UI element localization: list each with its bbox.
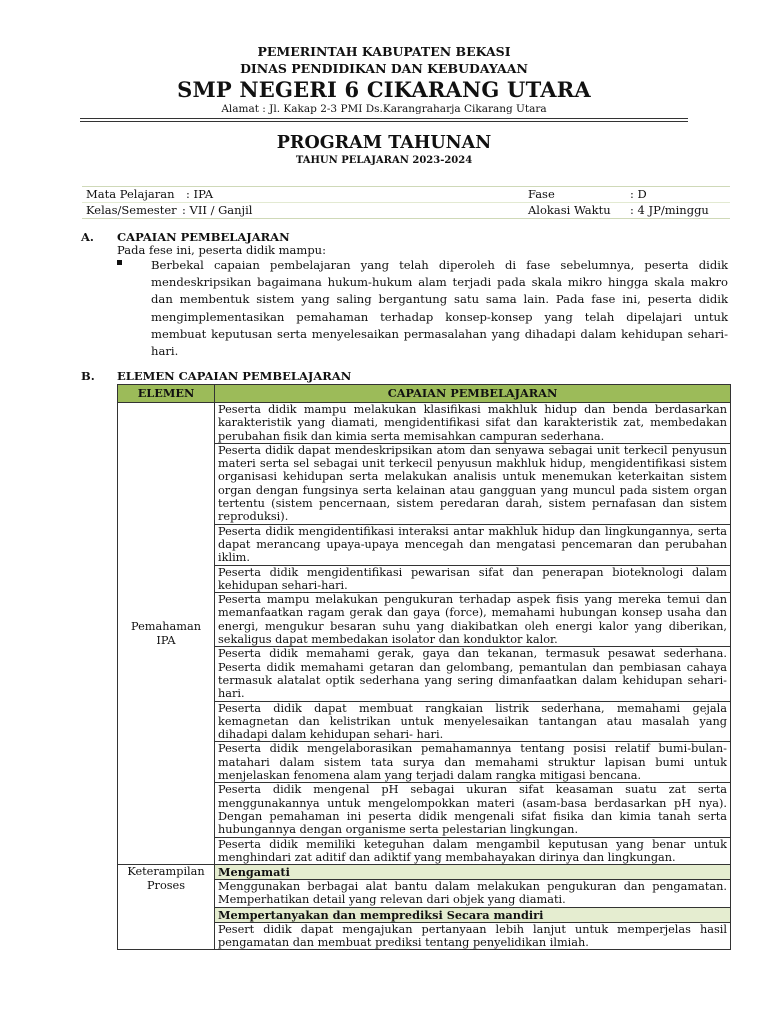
- learning-outcomes-table: [117, 384, 731, 950]
- section-a-intro: Pada fese ini, peserta didik mampu:: [117, 243, 326, 257]
- outcome-cell: Peserta didik mengidentifikasi interaksi antar makhluk hidup dan lingkungannya, serta dapat merancang upaya-upaya mencegah dan mengatasi pencemaran dan perubahan iklim.: [215, 524, 731, 565]
- element-cell: Pemahaman IPA: [118, 403, 215, 865]
- subject-value: : IPA: [186, 187, 214, 201]
- section-b-heading: ELEMEN CAPAIAN PEMBELAJARAN: [117, 369, 352, 383]
- header-school-name: SMP NEGERI 6 CIKARANG UTARA: [177, 77, 591, 102]
- header-divider: [80, 118, 688, 119]
- table-row: [118, 403, 731, 444]
- identity-row: [82, 187, 730, 202]
- element-cell: Keterampilan Proses: [118, 865, 215, 950]
- outcome-cell: Peserta didik mengelaborasikan pemahamannya tentang posisi relatif bumi-bulan-matahari dalam sistem tata surya dan memahami struktur lapisan bumi untuk menjelaskan fenomena alam yang terjadi dalam rangka mitigasi bencana.: [215, 742, 731, 783]
- identity-table: [82, 186, 730, 219]
- subheading-cell: Mengamati: [215, 865, 731, 880]
- table-row: [118, 865, 731, 880]
- outcome-cell: Peserta didik dapat membuat rangkaian listrik sederhana, memahami gejala kemagnetan dan kelistrikan untuk menyelesaikan tantangan atau masalah yang dihadapi dalam kehidupan sehari- hari.: [215, 701, 731, 742]
- column-header-outcome: CAPAIAN PEMBELAJARAN: [215, 385, 731, 403]
- outcome-cell: Peserta didik mengidentifikasi pewarisan sifat dan penerapan bioteknologi dalam kehidupan sehari-hari.: [215, 565, 731, 593]
- section-a-bullet-text: Berbekal capaian pembelajaran yang telah diperoleh di fase sebelumnya, peserta didik mendeskripsikan bagaimana hukum-hukum alam terjadi pada skala mikro hingga skala makro dan membentuk sistem yang saling bergantung satu sama lain. Pada fase ini, peserta didik mengimplementasikan pemahaman terhadap konsep-konsep yang telah dipelajari untuk membuat keputusan serta menyelesaikan permasalahan yang dihadapi dalam kehidupan sehari-hari.: [151, 258, 728, 359]
- section-a-letter: A.: [81, 230, 94, 244]
- class-value: : VII / Ganjil: [182, 203, 253, 217]
- phase-label: Fase: [528, 187, 555, 201]
- subheading-cell: Mempertanyakan dan memprediksi Secara mandiri: [215, 907, 731, 922]
- page-subtitle: TAHUN PELAJARAN 2023-2024: [295, 155, 473, 166]
- outcome-cell: Menggunakan berbagai alat bantu dalam melakukan pengukuran dan pengamatan. Memperhatikan detail yang relevan dari objek yang diamati.: [215, 880, 731, 908]
- header-divider-thin: [80, 121, 688, 122]
- subject-label: Mata Pelajaran: [86, 187, 175, 201]
- phase-value: : D: [630, 187, 647, 201]
- header-government: PEMERINTAH KABUPATEN BEKASI: [257, 44, 511, 59]
- outcome-cell: Peserta mampu melakukan pengukuran terhadap aspek fisis yang mereka temui dan memanfaatkan ragam gerak dan gaya (force), memahami hubungan konsep usaha dan energi, mengukur besaran suhu yang diakibatkan oleh energi kalor yang diberikan, sekaligus dapat membedakan isolator dan konduktor kalor.: [215, 593, 731, 647]
- outcome-cell: Peserta didik memahami gerak, gaya dan tekanan, termasuk pesawat sederhana. Peserta didik memahami getaran dan gelombang, pemantulan dan pembiasan cahaya termasuk alatalat optik sederhana yang sering dimanfaatkan dalam kehidupan sehari-hari.: [215, 647, 731, 701]
- outcome-cell: Peserta didik memiliki keteguhan dalam mengambil keputusan yang benar untuk menghindari zat aditif dan adiktif yang membahayakan dirinya dan lingkungan.: [215, 837, 731, 865]
- page-title: PROGRAM TAHUNAN: [276, 133, 492, 153]
- bullet-square-icon: [117, 260, 122, 265]
- time-value: : 4 JP/minggu: [630, 203, 709, 217]
- section-b-letter: B.: [81, 369, 95, 383]
- header-department: DINAS PENDIDIKAN DAN KEBUDAYAAN: [240, 61, 528, 76]
- column-header-element: ELEMEN: [118, 385, 215, 403]
- class-label: Kelas/Semester: [86, 203, 177, 217]
- outcome-cell: Peserta didik mampu melakukan klasifikasi makhluk hidup dan benda berdasarkan karakteristik yang diamati, mengidentifikasi sifat dan karakteristik zat, membedakan perubahan fisik dan kimia serta memisahkan campuran sederhana.: [215, 403, 731, 444]
- section-a-heading: CAPAIAN PEMBELAJARAN: [117, 230, 290, 244]
- table-header-row: [118, 385, 731, 403]
- outcome-cell: Pesert didik dapat mengajukan pertanyaan lebih lanjut untuk memperjelas hasil pengamatan dan membuat prediksi tentang penyelidikan ilmiah.: [215, 922, 731, 950]
- time-label: Alokasi Waktu: [528, 203, 611, 217]
- outcome-cell: Peserta didik dapat mendeskripsikan atom dan senyawa sebagai unit terkecil penyusun materi serta sel sebagai unit terkecil penyusun makhluk hidup, mengidentifikasi sistem organisasi kehidupan serta melakukan analisis untuk menemukan keterkaitan sistem organ dengan fungsinya serta kelainan atau gangguan yang muncul pada sistem organ tertentu (sistem pencernaan, sistem peredaran darah, sistem pernafasan dan sistem reproduksi).: [215, 443, 731, 524]
- identity-row: [82, 202, 730, 218]
- header-address: Alamat : Jl. Kakap 2-3 PMI Ds.Karangraharja Cikarang Utara: [221, 103, 547, 115]
- outcome-cell: Peserta didik mengenal pH sebagai ukuran sifat keasaman suatu zat serta menggunakannya untuk mengelompokkan materi (asam-basa berdasarkan pH nya). Dengan pemahaman ini peserta didik mengenali sifat fisika dan kimia tanah serta hubungannya dengan organisme serta pelestarian lingkungan.: [215, 783, 731, 837]
